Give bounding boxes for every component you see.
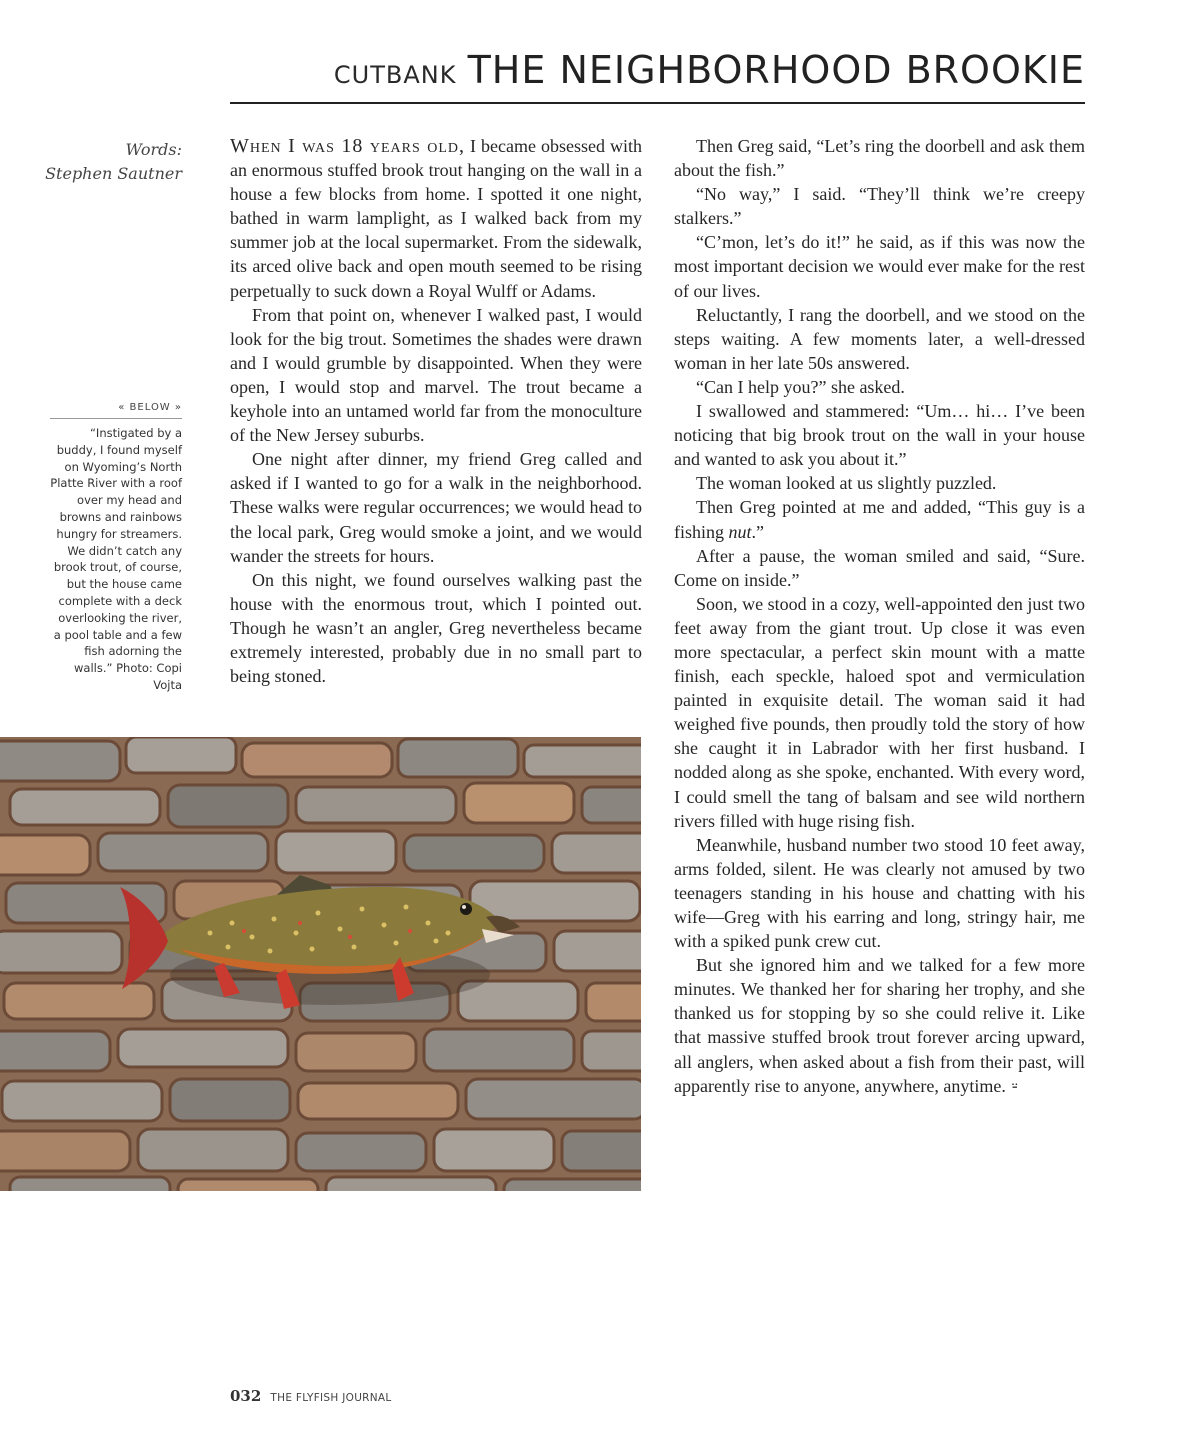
article-paragraph: “C’mon, let’s do it!” he said, as if this was now the most important decision we would ever make for the rest of our lives. [674,232,1085,301]
article-paragraph: After a pause, the woman smiled and said, “Sure. Come on inside.” [674,545,1085,590]
article-paragraph: Meanwhile, husband number two stood 10 feet away, arms folded, silent. He was clearly not amused by two teenagers standing in his house and chatting with his wife—Greg with his earring and long, stringy hair, me with a spiked punk crew cut. [674,834,1085,952]
brook-trout-photo [0,737,641,1191]
caption-text: “Instigated by a buddy, I found myself on Wyoming’s North Platte River with a roof over my head and browns and rainbows hungry for streamers. We didn’t catch any brook trout, of course, but the house came complete with a deck overlooking the river, a pool table and a few fish adorning the walls.” Photo: Copi Vojta [50,426,182,692]
article-paragraph: “Can I help you?” she asked. [696,376,905,397]
trout-on-stone-wall-illustration [0,737,641,1191]
article-paragraph: But she ignored him and we talked for a few more minutes. We thanked her for sharing her trophy, and she thanked us for stopping by so she could relive it. Like that massive stuffed brook trout forever arcing upward, all anglers, when asked about a fish from their past, will apparently rise to anyone, anywhere, anytime. ⸚ [674,955,1085,1096]
page-number: 032 [230,1387,262,1405]
section-label: CUTBANK [333,61,457,89]
article-paragraph: Then Greg pointed at me and added, “This guy is a fishing nut.” [674,497,1085,542]
end-mark-icon: ⸚ [1011,1075,1018,1096]
page-title: THE NEIGHBORHOOD BROOKIE [467,48,1085,92]
article-paragraph: Then Greg said, “Let’s ring the doorbell and ask them about the fish.” [674,136,1085,181]
article-column-right [674,134,1085,1098]
article-column-left [230,134,642,688]
article-paragraph: “No way,” I said. “They’ll think we’re creepy stalkers.” [674,184,1085,229]
photo-caption [50,402,182,694]
article-paragraph: I swallowed and stammered: “Um… hi… I’ve been noticing that big brook trout on the wall in your house and wanted to ask you about it.” [674,401,1085,470]
article-paragraph: The woman looked at us slightly puzzled. [696,473,997,494]
article-paragraph: Soon, we stood in a cozy, well-appointed den just two feet away from the giant trout. Up close it was even more spectacular, a perfect skin mount with a matte finish, each speckle, haloed spot and vermiculation painted in exquisite detail. The woman said it had weighed five pounds, then proudly told the story of how she caught it in Labrador with her first husband. I nodded along as she spoke, enchanted. With every word, I could smell the tang of balsam and see wild northern rivers filled with huge rising fish. [674,593,1085,831]
lead-in: When I was 18 years old, [230,135,466,157]
article-paragraph: When I was 18 years old, I became obsessed with an enormous stuffed brook trout hanging on the wall in a house a few blocks from home. I spotted it one night, bathed in warm lamplight, as I walked back from my summer job at the local supermarket. From the sidewalk, its arced olive back and open mouth seemed to be rising perpetually to suck down a Royal Wulff or Adams. [230,135,642,301]
caption-tag: « BELOW » [50,402,182,419]
page-header [230,48,1085,104]
article-paragraph: Reluctantly, I rang the doorbell, and we stood on the steps waiting. A few moments later, a well-dressed woman in her late 50s answered. [674,304,1085,373]
page-footer [230,1386,392,1405]
article-paragraph: One night after dinner, my friend Greg called and asked if I wanted to go for a walk in the neighborhood. These walks were regular occurrences; we would head to the local park, Greg would smoke a joint, and we would wander the streets for hours. [230,449,642,566]
byline [40,138,182,186]
byline-author: Stephen Sautner [45,164,182,183]
publication-name: THE FLYFISH JOURNAL [270,1392,392,1404]
article-paragraph: From that point on, whenever I walked past, I would look for the big trout. Sometimes the shades were drawn and I would grumble by disappointed. When they were open, I would stop and marvel. The trout became a keyhole into an untamed world far from the monoculture of the New Jersey suburbs. [230,304,642,446]
article-paragraph: On this night, we found ourselves walking past the house with the enormous trout, which I pointed out. Though he wasn’t an angler, Greg nevertheless became extremely interested, probably due in no small part to being stoned. [230,569,642,687]
byline-label: Words: [125,140,182,159]
